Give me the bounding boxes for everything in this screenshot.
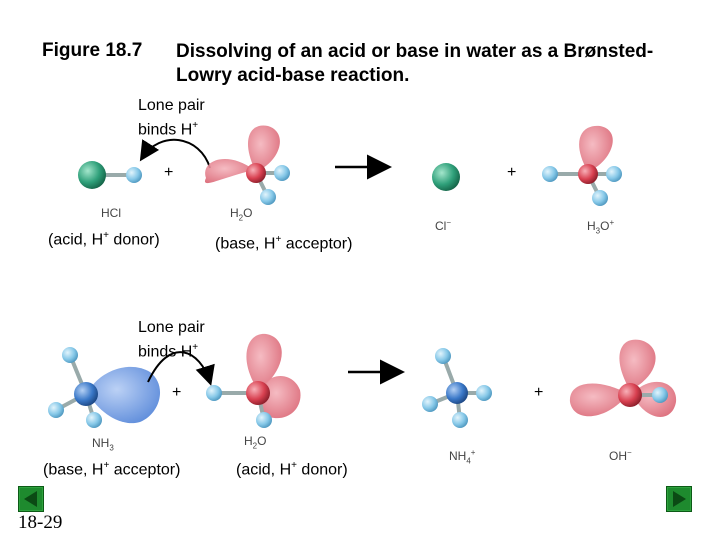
ammonium-ion (422, 348, 492, 428)
hydrogen-atom (592, 190, 608, 206)
role-acid-top: (acid, H+ donor) (48, 230, 160, 249)
figure-title: Dissolving of an acid or base in water as a Brønsted-Lowry acid-base reaction. (176, 41, 654, 86)
formula-chloride: Cl− (435, 218, 452, 233)
oxygen-atom (246, 163, 266, 183)
role-base-bottom: (base, H+ acceptor) (43, 460, 181, 479)
hydrogen-atom (652, 387, 668, 403)
nav-back-icon[interactable] (18, 486, 44, 512)
plus-sign-top-reactants: + (164, 164, 174, 181)
hcl-molecule (78, 161, 142, 189)
hydrogen-atom (422, 396, 438, 412)
plus-sign-bottom-products: + (534, 384, 544, 401)
water-molecule-top (205, 125, 290, 205)
formula-hydroxide: OH− (609, 448, 632, 463)
lone-pair-arrow-top (142, 140, 210, 168)
hydrogen-atom (126, 167, 142, 183)
hydrogen-atom (260, 189, 276, 205)
lone-pair-note-top: Lone pair binds H+ (138, 97, 205, 139)
slide-number: 18-29 (18, 512, 63, 533)
hydrogen-atom (452, 412, 468, 428)
plus-sign-bottom-reactants: + (172, 384, 182, 401)
formula-h2o-top: $H_2O$ (230, 206, 253, 223)
lone-pair-note-bottom: Lone pair binds H+ (138, 319, 205, 361)
hydrogen-atom (476, 385, 492, 401)
figure-label: Figure 18.7 (42, 40, 143, 61)
nitrogen-atom (446, 382, 468, 404)
role-acid-bottom: (acid, H+ donor) (236, 460, 348, 479)
hydrogen-atom (62, 347, 78, 363)
formula-hcl: HCl (101, 206, 121, 220)
hydrogen-atom (48, 402, 64, 418)
oxygen-atom (246, 381, 270, 405)
role-base-top: (base, H+ acceptor) (215, 234, 353, 253)
chloride-ion (432, 163, 460, 191)
nitrogen-atom (74, 382, 98, 406)
hydrogen-atom (542, 166, 558, 182)
hydrogen-atom (274, 165, 290, 181)
hydroxide-ion (570, 340, 676, 417)
hydrogen-atom (435, 348, 451, 364)
formula-hydronium: $H_3O^+$ (587, 218, 615, 236)
formula-ammonium: $NH_4^+$ (449, 448, 476, 466)
hydrogen-atom (256, 412, 272, 428)
hydrogen-atom (206, 385, 222, 401)
lone-pair-lobe (619, 340, 655, 390)
hydrogen-atom (86, 412, 102, 428)
hydrogen-atom (606, 166, 622, 182)
water-molecule-bottom (206, 334, 301, 428)
plus-sign-top-products: + (507, 164, 517, 181)
oxygen-atom (618, 383, 642, 407)
chlorine-atom (78, 161, 106, 189)
formula-h2o-bottom: $H_2O$ (244, 434, 267, 451)
oxygen-atom (578, 164, 598, 184)
formula-ammonia: $NH_3$ (92, 436, 114, 453)
hydronium-ion (542, 126, 622, 206)
nav-forward-icon[interactable] (666, 486, 692, 512)
